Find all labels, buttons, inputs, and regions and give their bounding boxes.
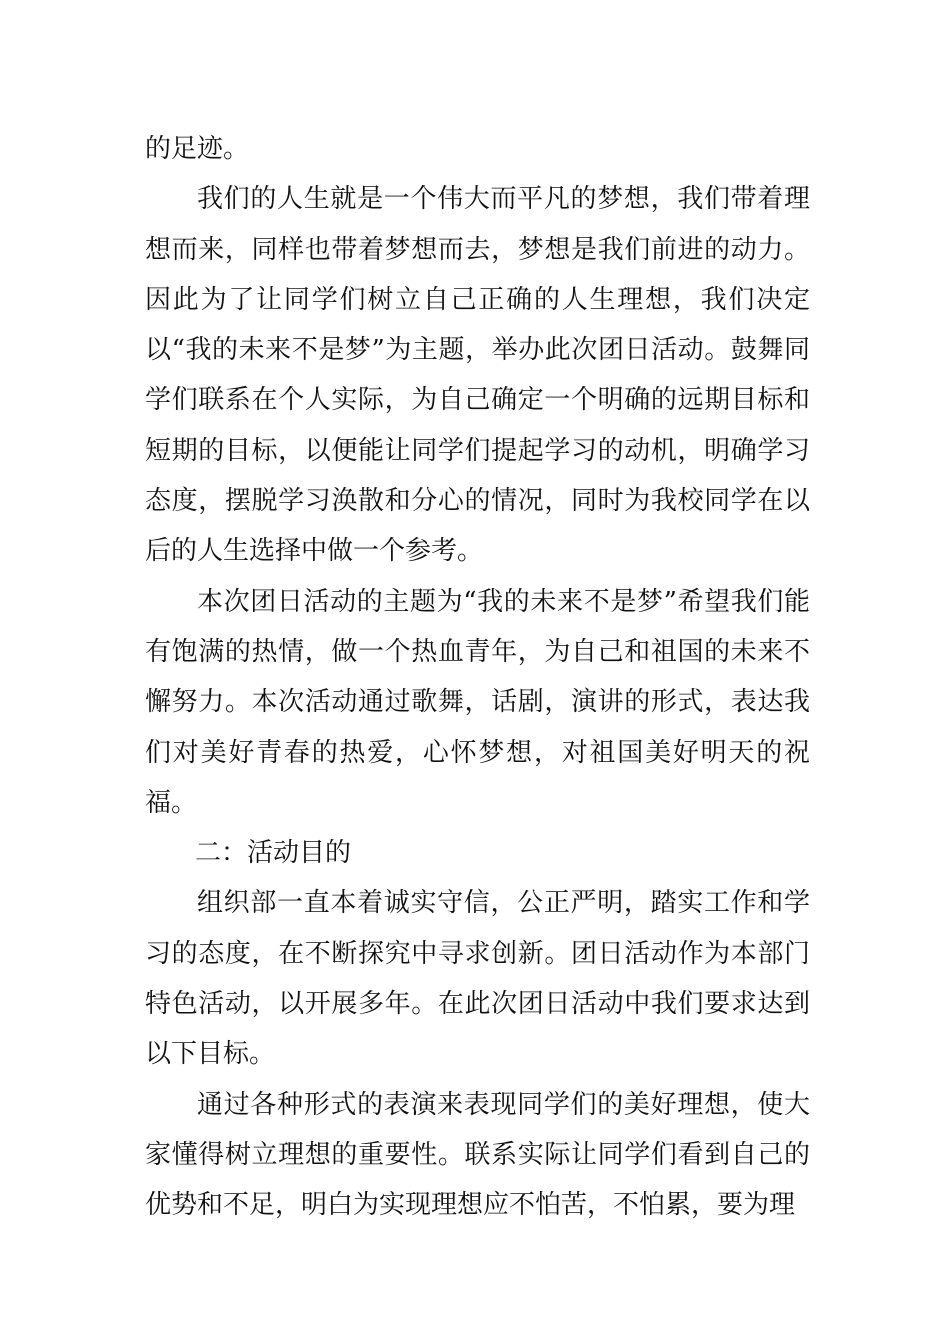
paragraph-theme: 本次团日活动的主题为“我的未来不是梦”希望我们能有饱满的热情，做一个热血青年，为自己和祖国的未来不懈努力。本次活动通过歌舞，话剧，演讲的形式，表达我们对美好青春的热爱，心怀梦想，对祖国美好明天的祝福。 (145, 586, 810, 818)
document-body (145, 124, 810, 1231)
paragraph-organization: 组织部一直本着诚实守信，公正严明，踏实工作和学习的态度，在不断探究中寻求创新。团日活动作为本部门特色活动，以开展多年。在此次团日活动中我们要求达到以下目标。 (145, 888, 810, 1070)
paragraph-dream-intro: 我们的人生就是一个伟大而平凡的梦想，我们带着理想而来，同样也带着梦想而去，梦想是我们前进的动力。因此为了让同学们树立自己正确的人生理想，我们决定以“我的未来不是梦”为主题，举办此次团日活动。鼓舞同学们联系在个人实际，为自己确定一个明确的远期目标和短期的目标，以便能让同学们提起学习的动机，明确学习态度，摆脱学习涣散和分心的情况，同时为我校同学在以后的人生选择中做一个参考。 (145, 184, 810, 567)
section-heading-purpose: 二：活动目的 (195, 838, 352, 869)
paragraph-continuation: 的足迹。 (145, 134, 250, 164)
paragraph-goals: 通过各种形式的表演来表现同学们的美好理想，使大家懂得树立理想的重要性。联系实际让同学们看到自己的优势和不足，明白为实现理想应不怕苦，不怕累，要为理 (145, 1089, 810, 1221)
